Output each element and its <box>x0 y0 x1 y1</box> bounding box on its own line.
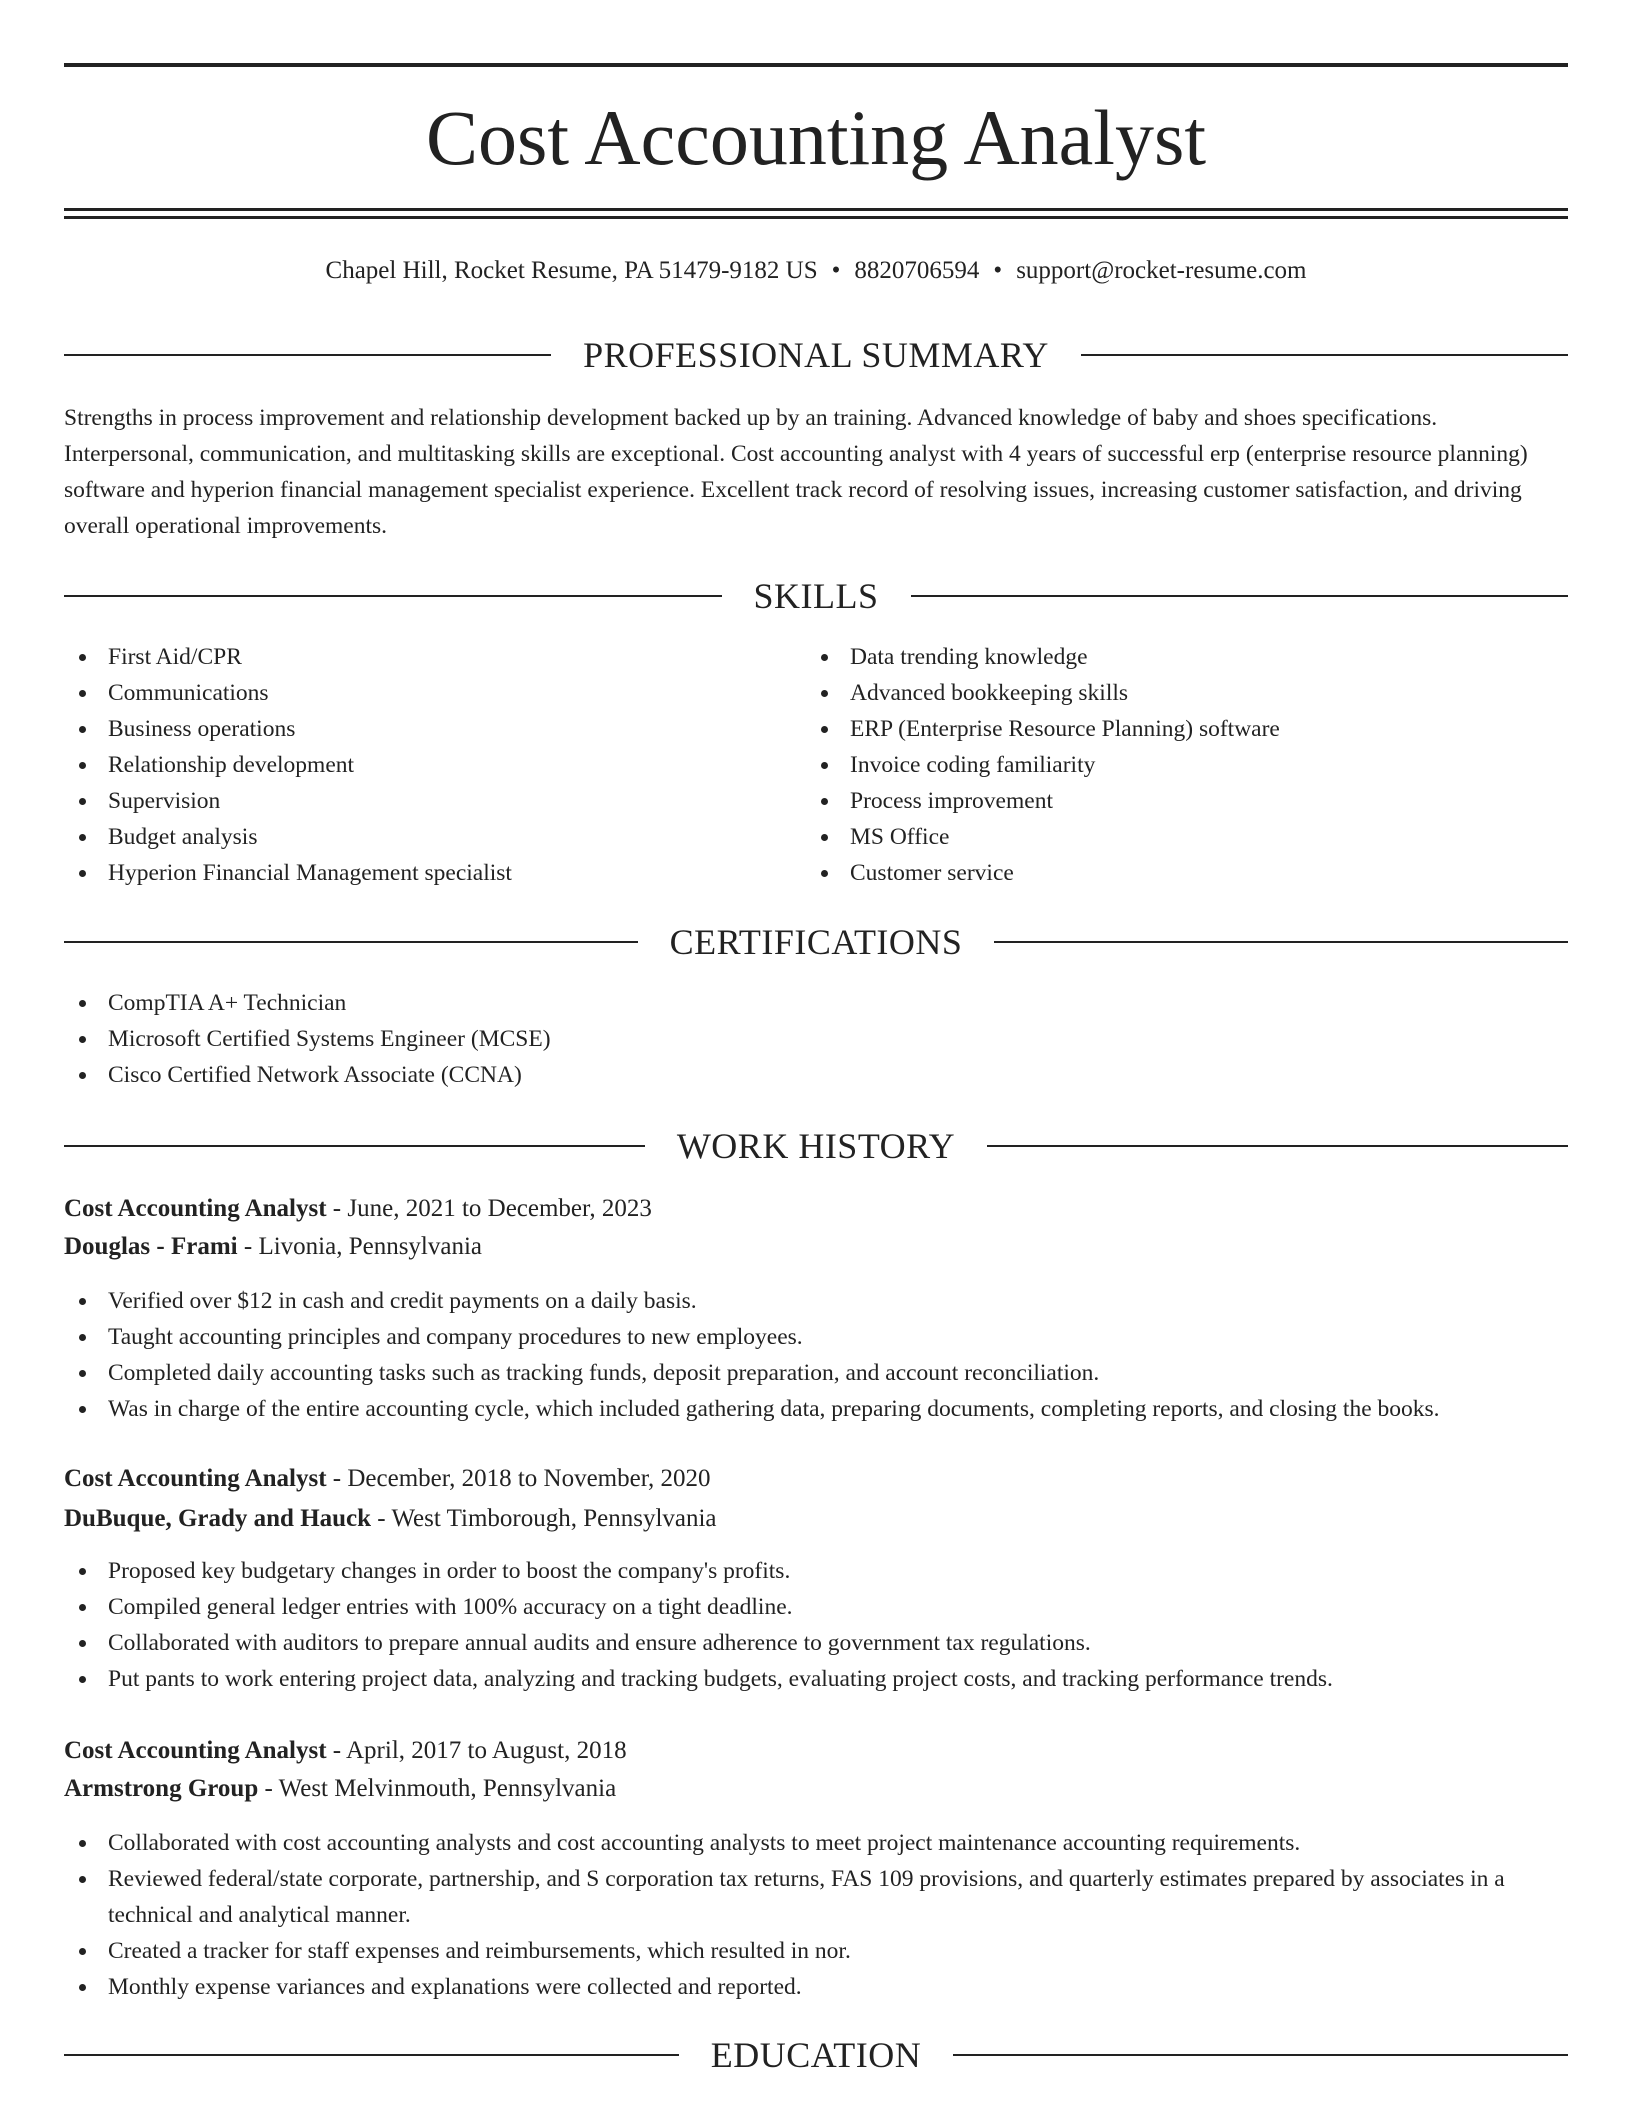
certification-item: CompTIA A+ Technician <box>64 985 1568 1021</box>
job-bullet: Reviewed federal/state corporate, partnership, and S corporation tax returns, FAS 109 provisions, and quarterly estimates prepared by associates in a technical and analytical manner. <box>64 1861 1568 1933</box>
job-separator: - <box>332 1737 342 1764</box>
heading-rule-right <box>911 595 1569 597</box>
heading-rule-left <box>64 595 722 597</box>
contact-separator: • <box>831 257 841 284</box>
job-role: Cost Accounting Analyst <box>64 1465 327 1492</box>
job-company: Armstrong Group <box>64 1775 259 1802</box>
job-bullet: Put pants to work entering project data, analyzing and tracking budgets, evaluating project costs, and tracking performance trends. <box>64 1661 1568 1697</box>
section-heading-work-history <box>64 1124 1568 1168</box>
job-bullet: Was in charge of the entire accounting cycle, which included gathering data, preparing documents, completing reports, and closing the books. <box>64 1391 1568 1427</box>
job-bullet: Proposed key budgetary changes in order to boost the company's profits. <box>64 1553 1568 1589</box>
contact-line <box>64 254 1568 288</box>
skills-list-left <box>64 639 804 891</box>
skill-item: First Aid/CPR <box>64 639 804 675</box>
job-bullet: Completed daily accounting tasks such as tracking funds, deposit preparation, and account reconciliation. <box>64 1355 1568 1391</box>
skill-item: Communications <box>64 675 804 711</box>
job-role: Cost Accounting Analyst <box>64 1195 327 1222</box>
certification-item: Microsoft Certified Systems Engineer (MCSE) <box>64 1021 1568 1057</box>
title-rule-lower <box>64 216 1568 219</box>
contact-phone: 8820706594 <box>854 257 980 284</box>
job-company: Douglas - Frami <box>64 1233 238 1260</box>
skill-item: Invoice coding familiarity <box>806 747 1566 783</box>
skill-item: Relationship development <box>64 747 804 783</box>
skill-item: Process improvement <box>806 783 1566 819</box>
certifications-list <box>64 985 1568 1093</box>
job-dates: December, 2018 to November, 2020 <box>347 1465 711 1492</box>
job-dates: June, 2021 to December, 2023 <box>347 1195 652 1222</box>
job-bullet: Taught accounting principles and company procedures to new employees. <box>64 1319 1568 1355</box>
heading-rule-right <box>987 1145 1568 1147</box>
skill-item: ERP (Enterprise Resource Planning) software <box>806 711 1566 747</box>
section-heading-label: EDUCATION <box>710 2035 922 2075</box>
contact-address: Chapel Hill, Rocket Resume, PA 51479-9182 US <box>325 257 818 284</box>
heading-rule-right <box>953 2054 1568 2056</box>
page-title: Cost Accounting Analyst <box>426 94 1206 181</box>
job-title-line <box>64 1733 1568 1769</box>
section-heading-skills <box>64 574 1568 618</box>
skill-item: Data trending knowledge <box>806 639 1566 675</box>
contact-separator: • <box>993 257 1003 284</box>
skill-item: Budget analysis <box>64 819 804 855</box>
job-separator: - <box>243 1233 253 1260</box>
skill-item: Business operations <box>64 711 804 747</box>
heading-rule-left <box>64 2054 679 2056</box>
job-bullet: Created a tracker for staff expenses and reimbursements, which resulted in nor. <box>64 1933 1568 1969</box>
heading-rule-left <box>64 941 638 943</box>
skill-item: Customer service <box>806 855 1566 891</box>
section-heading-label: CERTIFICATIONS <box>669 922 963 962</box>
job-company-line <box>64 1229 1568 1265</box>
section-heading-certifications <box>64 920 1568 964</box>
job-bullet: Collaborated with cost accounting analysts and cost accounting analysts to meet project maintenance accounting requirements. <box>64 1825 1568 1861</box>
job-separator: - <box>264 1775 273 1802</box>
heading-rule-right <box>994 941 1568 943</box>
section-heading-summary <box>64 333 1568 377</box>
job-dates: April, 2017 to August, 2018 <box>346 1737 627 1764</box>
job-location: West Timborough, Pennsylvania <box>391 1505 717 1532</box>
job-title-line <box>64 1461 1568 1497</box>
job-bullets <box>64 1283 1568 1427</box>
section-heading-label: PROFESSIONAL SUMMARY <box>583 335 1049 375</box>
job-bullets <box>64 1553 1568 1697</box>
job-bullet: Verified over $12 in cash and credit payments on a daily basis. <box>64 1283 1568 1319</box>
summary-text: Strengths in process improvement and relationship development backed up by an training. Advanced knowledge of baby and shoes specifications. Interpersonal, communication, and multitasking skills are exceptional. Cost accounting analyst with 4 years of successful erp (enterprise resource planning) software and hyperion financial management specialist experience. Excellent track record of resolving issues, increasing customer satisfaction, and driving overall operational improvements. <box>64 405 1528 539</box>
heading-rule-left <box>64 354 551 356</box>
contact-email: support@rocket-resume.com <box>1016 257 1307 284</box>
job-location: West Melvinmouth, Pennsylvania <box>278 1775 617 1802</box>
heading-rule-right <box>1081 354 1568 356</box>
job-separator: - <box>377 1505 386 1532</box>
section-heading-label: WORK HISTORY <box>676 1126 956 1166</box>
section-heading-label: SKILLS <box>753 576 879 616</box>
skill-item: MS Office <box>806 819 1566 855</box>
job-bullet: Monthly expense variances and explanations were collected and reported. <box>64 1969 1568 2005</box>
skills-list-right <box>806 639 1566 891</box>
job-role: Cost Accounting Analyst <box>64 1737 327 1764</box>
job-separator: - <box>332 1195 342 1222</box>
skill-item: Supervision <box>64 783 804 819</box>
job-company-line <box>64 1771 1568 1807</box>
job-bullet: Collaborated with auditors to prepare annual audits and ensure adherence to government tax regulations. <box>64 1625 1568 1661</box>
top-rule <box>64 63 1568 67</box>
skill-item: Advanced bookkeeping skills <box>806 675 1566 711</box>
section-heading-education <box>64 2033 1568 2077</box>
title-rule-upper <box>64 208 1568 211</box>
job-bullets <box>64 1825 1568 2005</box>
job-company-line <box>64 1501 1568 1537</box>
job-bullet: Compiled general ledger entries with 100% accuracy on a tight deadline. <box>64 1589 1568 1625</box>
skill-item: Hyperion Financial Management specialist <box>64 855 804 891</box>
job-company: DuBuque, Grady and Hauck <box>64 1505 372 1532</box>
job-separator: - <box>332 1465 342 1492</box>
job-title-line <box>64 1191 1568 1227</box>
heading-rule-left <box>64 1145 645 1147</box>
certification-item: Cisco Certified Network Associate (CCNA) <box>64 1057 1568 1093</box>
job-location: Livonia, Pennsylvania <box>258 1233 483 1260</box>
